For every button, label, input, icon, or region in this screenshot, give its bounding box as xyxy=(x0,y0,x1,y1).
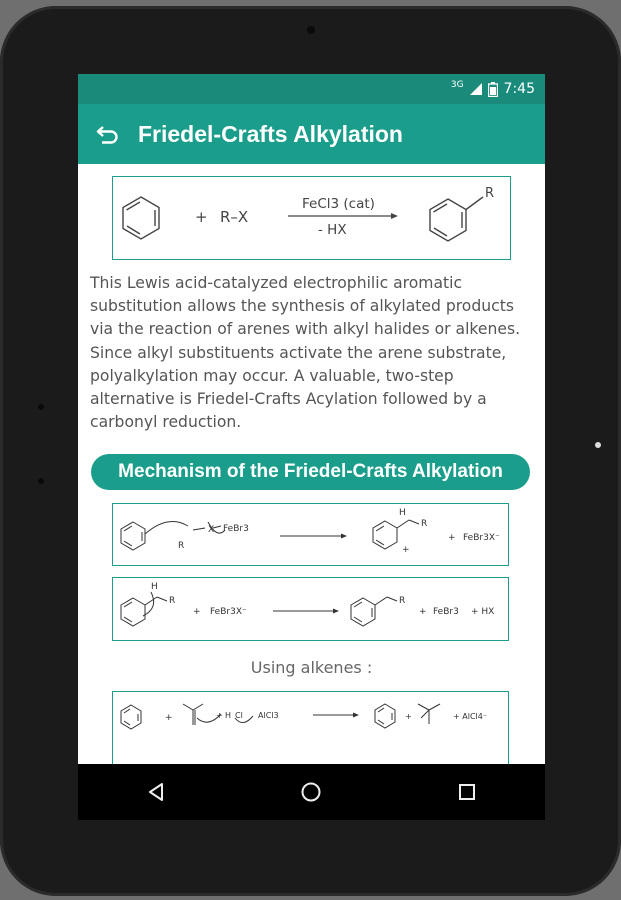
mechanism-step-2 xyxy=(112,577,509,641)
mechanism-heading: Mechanism of the Friedel-Crafts Alkylation xyxy=(91,454,530,490)
home-circle-icon xyxy=(300,781,322,803)
plus-sign: + xyxy=(165,713,173,723)
page-title: Friedel-Crafts Alkylation xyxy=(138,120,403,147)
status-bar xyxy=(78,74,545,104)
mechanism-step-2-diagram xyxy=(113,578,508,640)
r-group: R xyxy=(399,596,406,606)
article-content xyxy=(78,164,545,764)
device-screen xyxy=(78,74,545,820)
plus-sign: + xyxy=(216,711,223,720)
h-label: H xyxy=(225,711,232,720)
r-group: R xyxy=(421,519,428,529)
plus-sign: + xyxy=(193,607,201,617)
nav-back-button[interactable] xyxy=(132,768,180,816)
reaction-scheme xyxy=(112,176,511,260)
plus-sign: + xyxy=(419,607,427,617)
cl-label: Cl xyxy=(235,711,243,720)
undo-arrow-icon xyxy=(95,123,121,145)
description-text: This Lewis acid-catalyzed electrophilic aromatic substitution allows the synthesis of alkylated products via the reaction of arenes with alkyl halides or alkenes. Since alkyl substituents activate the arene substrate, polyalkylation may occur. A valuable, two-step alternative is Friedel-Crafts Acylation followed by a carbonyl reduction. xyxy=(90,274,521,432)
lewis-acid: AlCl3 xyxy=(258,711,279,720)
recents-square-icon xyxy=(456,781,478,803)
reaction-diagram xyxy=(113,177,510,259)
h-label: H xyxy=(151,582,158,592)
back-arrow-button[interactable] xyxy=(94,120,122,148)
side-sensor xyxy=(38,478,44,484)
alkylbenzene-icon xyxy=(430,197,483,241)
r-group: R xyxy=(178,541,185,551)
product-substituent: R xyxy=(485,186,495,201)
nav-home-button[interactable] xyxy=(287,768,335,816)
alkyl-halide: R–X xyxy=(220,208,249,226)
plus-sign: + xyxy=(448,533,456,543)
halide-x: X xyxy=(208,525,215,535)
counter-ion: FeBr3X⁻ xyxy=(210,607,247,617)
byproduct: + AlCl4⁻ xyxy=(453,712,488,721)
alkene-diagram xyxy=(113,692,508,764)
side-sensor xyxy=(38,404,44,410)
alkene-scheme xyxy=(112,691,509,764)
back-triangle-icon xyxy=(145,781,167,803)
lewis-acid: FeBr3 xyxy=(223,524,249,534)
alkenes-label: Using alkenes : xyxy=(250,658,373,677)
nav-recents-button[interactable] xyxy=(443,768,491,816)
mechanism-step-1 xyxy=(112,503,509,566)
plus-sign: + xyxy=(405,712,412,721)
plus-sign: + xyxy=(195,208,208,226)
catalyst-label: FeCl3 (cat) xyxy=(302,196,375,212)
hx-byproduct: + HX xyxy=(471,607,495,617)
mechanism-step-1-diagram xyxy=(113,504,508,565)
navigation-bar xyxy=(78,764,545,820)
signal-strength-icon xyxy=(470,83,482,95)
right-sensor xyxy=(595,442,601,448)
clock: 7:45 xyxy=(503,81,535,97)
charge: + xyxy=(402,545,410,555)
front-camera xyxy=(307,26,315,34)
benzene-icon xyxy=(123,197,159,239)
byproduct: FeBr3X⁻ xyxy=(463,533,500,543)
signal-icon: 3G xyxy=(450,80,464,90)
battery-icon xyxy=(488,82,498,97)
r-group: R xyxy=(169,596,176,606)
h-label: H xyxy=(399,508,406,518)
app-bar xyxy=(78,104,545,164)
lewis-acid: FeBr3 xyxy=(433,607,459,617)
byproduct-label: - HX xyxy=(318,222,347,238)
